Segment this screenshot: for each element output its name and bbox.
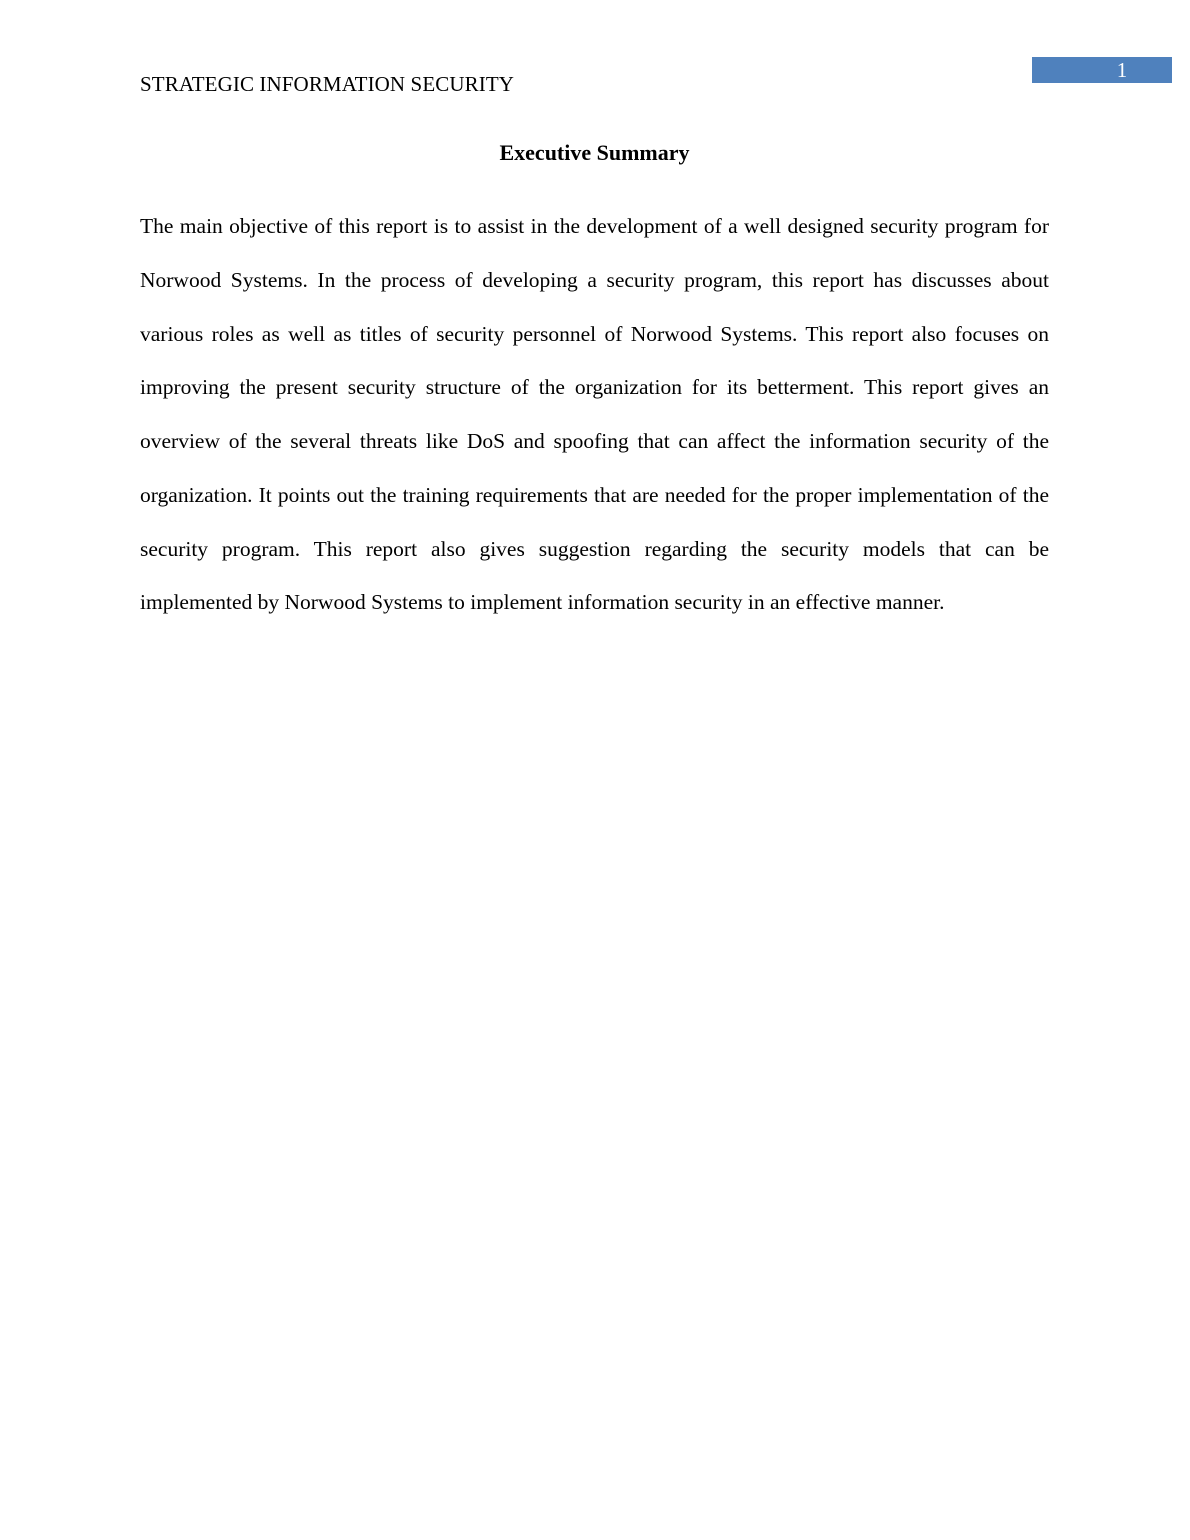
page-number-box <box>1032 57 1172 83</box>
page-number: 1 <box>1116 58 1128 82</box>
running-head: STRATEGIC INFORMATION SECURITY <box>140 72 515 96</box>
body-paragraph: The main objective of this report is to assist in the development of a well designed security program for Norwood Systems. In the process of developing a security program, this report has discusses about various roles as well as titles of security personnel of Norwood Systems. This report also focuses on improving the present security structure of the organization for its betterment. This report gives an overview of the several threats like DoS and spoofing that can affect the information security of the organization. It points out the training requirements that are needed for the proper implementation of the security program. This report also gives suggestion regarding the security models that can be implemented by Norwood Systems to implement information security in an effective manner. <box>140 214 1049 615</box>
section-title: Executive Summary <box>499 140 690 165</box>
